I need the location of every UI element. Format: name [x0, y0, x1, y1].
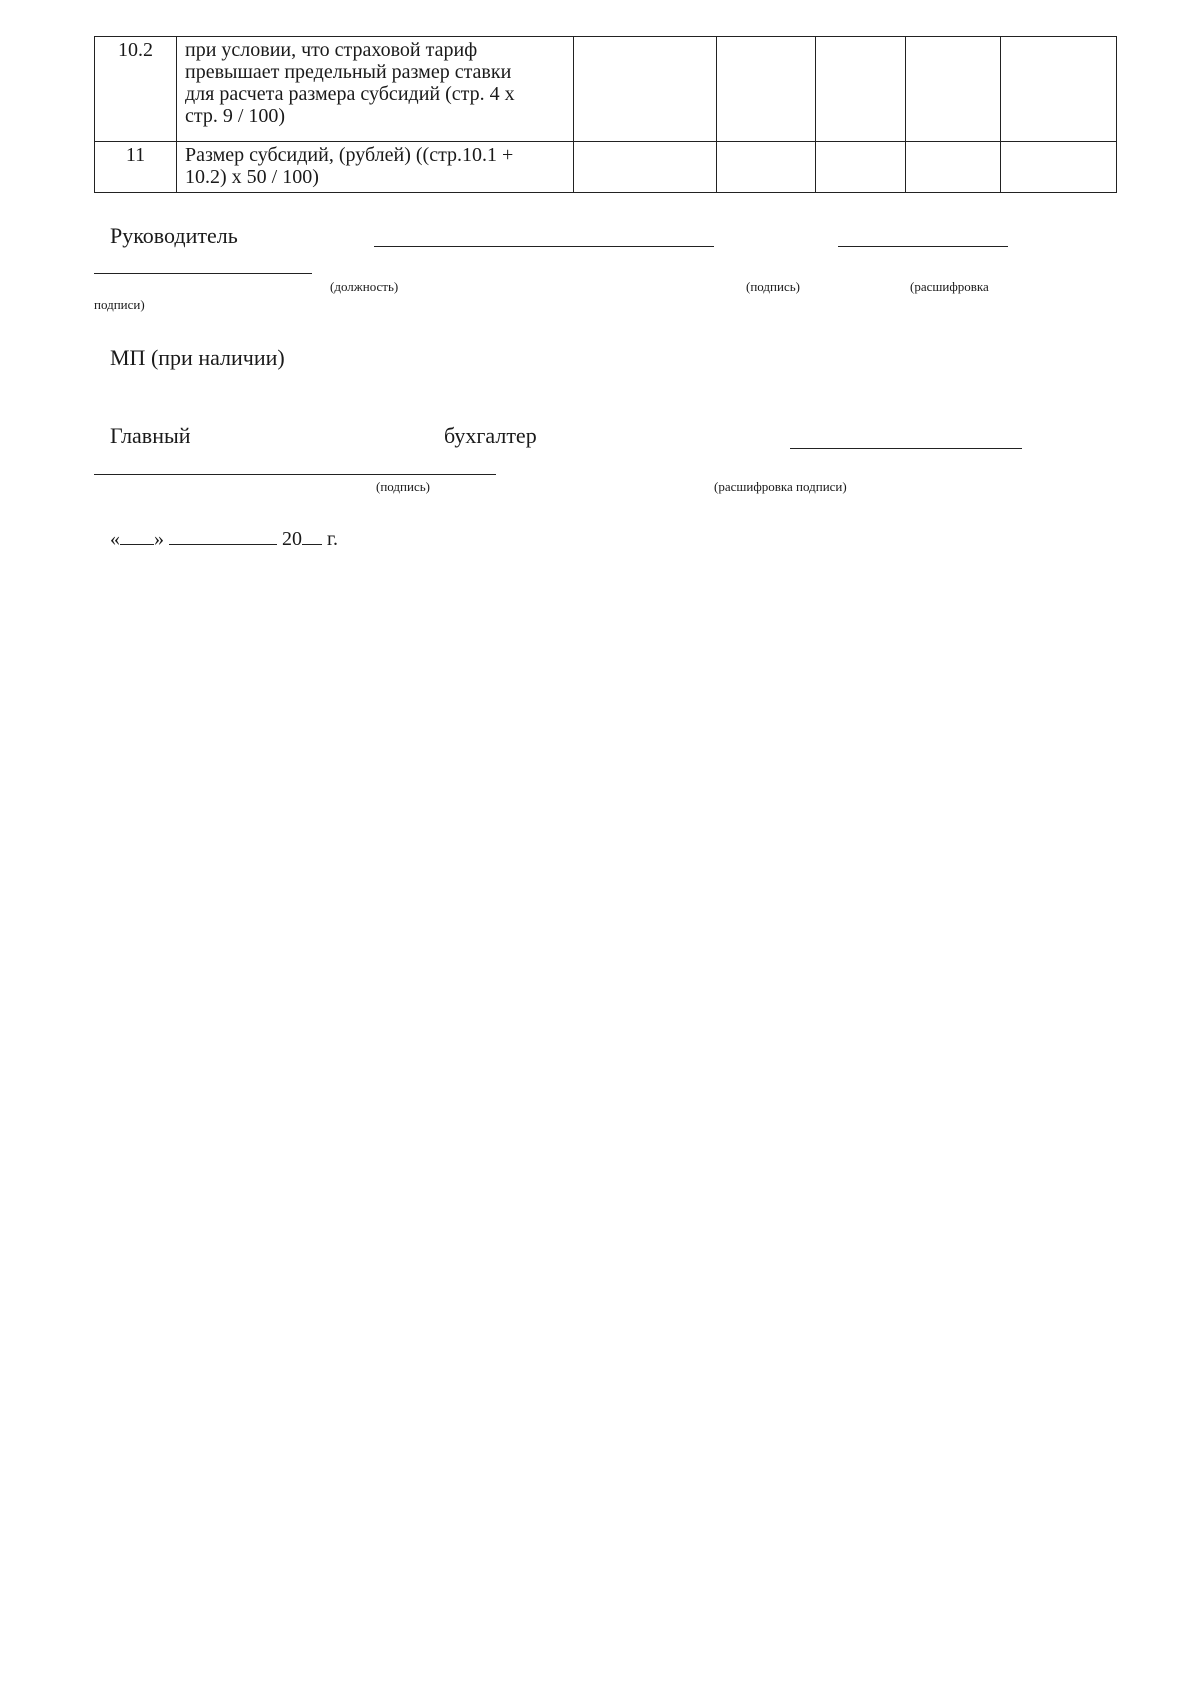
date-open-quote: «: [110, 528, 120, 550]
head-decoding-caption-continued: подписи): [94, 297, 145, 312]
head-position-caption: (должность): [330, 279, 399, 294]
accountant-signature-caption: (подпись): [376, 479, 430, 494]
table-cell-empty: [574, 37, 717, 142]
table-cell-empty: [816, 142, 906, 193]
table-row: [95, 142, 1117, 193]
row-number: 10.2: [95, 37, 177, 142]
description-line: при условии, что страховой тариф: [185, 39, 478, 61]
head-position-line: [374, 246, 714, 247]
row-description: [177, 142, 574, 193]
date-close-quote: »: [154, 528, 164, 550]
table-cell-empty: [906, 142, 1001, 193]
year-suffix: г.: [327, 528, 338, 550]
description-line: для расчета размера субсидий (стр. 4 х: [185, 83, 515, 105]
subsidy-calculation-table: [94, 36, 1117, 193]
table-cell-empty: [1001, 37, 1117, 142]
accountant-decoding-caption: (расшифровка подписи): [714, 479, 847, 494]
accountant-decoding-line: [790, 448, 1022, 449]
head-decoding-caption: (расшифровка: [910, 279, 989, 294]
date-field: [110, 526, 338, 551]
table-cell-empty: [1001, 142, 1117, 193]
accountant-signature-line: [94, 474, 496, 475]
description-line: Размер субсидий, (рублей) ((стр.10.1 +: [185, 144, 514, 166]
table-row: [95, 37, 1117, 142]
table-cell-empty: [816, 37, 906, 142]
stamp-label: МП (при наличии): [110, 345, 285, 370]
head-signature-caption: (подпись): [746, 279, 800, 294]
year-prefix: 20: [282, 528, 302, 550]
row-description: [177, 37, 574, 142]
head-signature-line: [838, 246, 1008, 247]
accountant-label-first-word: Главный: [110, 423, 191, 448]
head-label: Руководитель: [110, 223, 238, 248]
table-cell-empty: [574, 142, 717, 193]
table-cell-empty: [717, 142, 816, 193]
description-line: превышает предельный размер ставки: [185, 61, 512, 83]
description-line: 10.2) х 50 / 100): [185, 166, 319, 188]
accountant-label-second-word: бухгалтер: [444, 423, 537, 448]
table-cell-empty: [717, 37, 816, 142]
row-number: 11: [95, 142, 177, 193]
head-decoding-line: [94, 273, 312, 274]
day-blank: [120, 526, 154, 545]
description-line: стр. 9 / 100): [185, 105, 286, 127]
year-blank: [302, 526, 322, 545]
month-blank: [169, 526, 277, 545]
table-cell-empty: [906, 37, 1001, 142]
